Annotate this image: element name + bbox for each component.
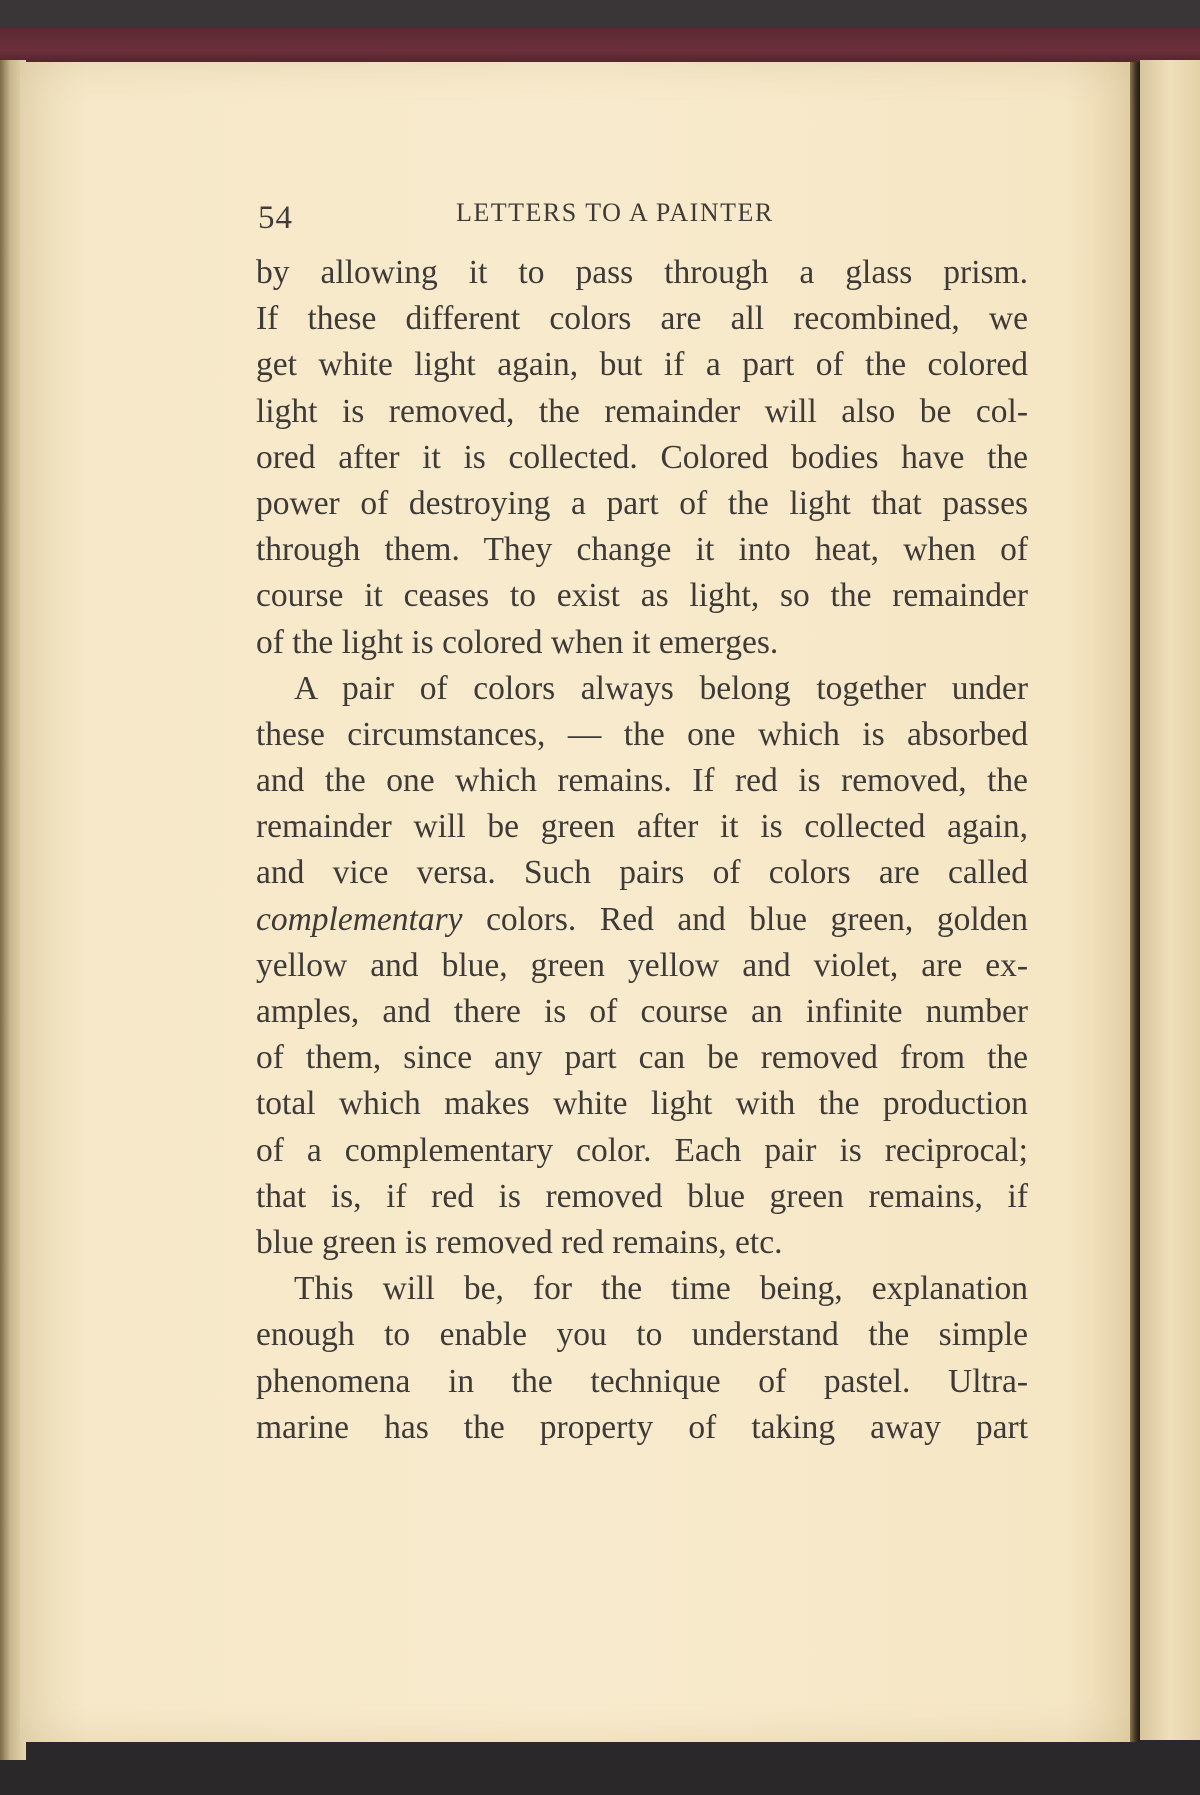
text-line: enough to enable you to understand the simple: [256, 1316, 1028, 1354]
text-line: marine has the property of taking away part: [256, 1408, 1028, 1446]
book-cover-edge: [0, 28, 1200, 66]
text-line: total which makes white light with the production: [256, 1085, 1028, 1123]
text-line: amples, and there is of course an infinite number: [256, 993, 1028, 1030]
running-title: LETTERS TO A PAINTER: [456, 198, 774, 227]
text-line: that is, if red is removed blue green remains, if: [256, 1177, 1028, 1215]
text-line: light is removed, the remainder will also be col-: [256, 392, 1028, 430]
text-fragment: colors. Red and blue green, golden: [462, 900, 1028, 938]
page-gutter-shadow: [1130, 62, 1140, 1742]
text-line: power of destroying a part of the light that passes: [256, 484, 1028, 522]
text-line: and vice versa. Such pairs of colors are called: [256, 854, 1028, 892]
next-page-edge: [1140, 60, 1200, 1740]
text-line: phenomena in the technique of pastel. Ultra-: [256, 1362, 1028, 1400]
text-line: remainder will be green after it is collected again,: [256, 808, 1028, 846]
running-head: [256, 190, 1028, 250]
text-line: of a complementary color. Each pair is reciprocal;: [256, 1131, 1028, 1169]
text-line: of them, since any part can be removed from the: [256, 1039, 1028, 1077]
paragraph: [256, 250, 1028, 666]
text-line: and the one which remains. If red is removed, the: [256, 762, 1028, 800]
text-line: This will be, for the time being, explanation: [294, 1270, 1028, 1308]
text-line: of the light is colored when it emerges.: [256, 623, 779, 661]
text-line: get white light again, but if a part of the colored: [256, 346, 1028, 384]
text-line: blue green is removed red remains, etc.: [256, 1223, 783, 1261]
body-text: [256, 250, 1028, 1451]
text-line: If these different colors are all recombined, we: [256, 300, 1028, 338]
italic-term: complementary: [256, 900, 463, 938]
text-line: course it ceases to exist as light, so the remainder: [256, 577, 1028, 615]
text-line: through them. They change it into heat, when of: [256, 531, 1028, 569]
text-line-with-italic: [256, 897, 1028, 943]
text-line: yellow and blue, green yellow and violet, are ex-: [256, 946, 1028, 984]
text-line: ored after it is collected. Colored bodies have the: [256, 438, 1028, 476]
paragraph: [256, 1266, 1028, 1451]
text-line: A pair of colors always belong together under: [294, 669, 1028, 707]
text-line: these circumstances, — the one which is absorbed: [256, 715, 1028, 753]
text-line: by allowing it to pass through a glass prism.: [256, 254, 1028, 291]
paragraph: [256, 666, 1028, 1266]
page-number: 54: [258, 200, 293, 236]
page-content: [256, 190, 1028, 1451]
